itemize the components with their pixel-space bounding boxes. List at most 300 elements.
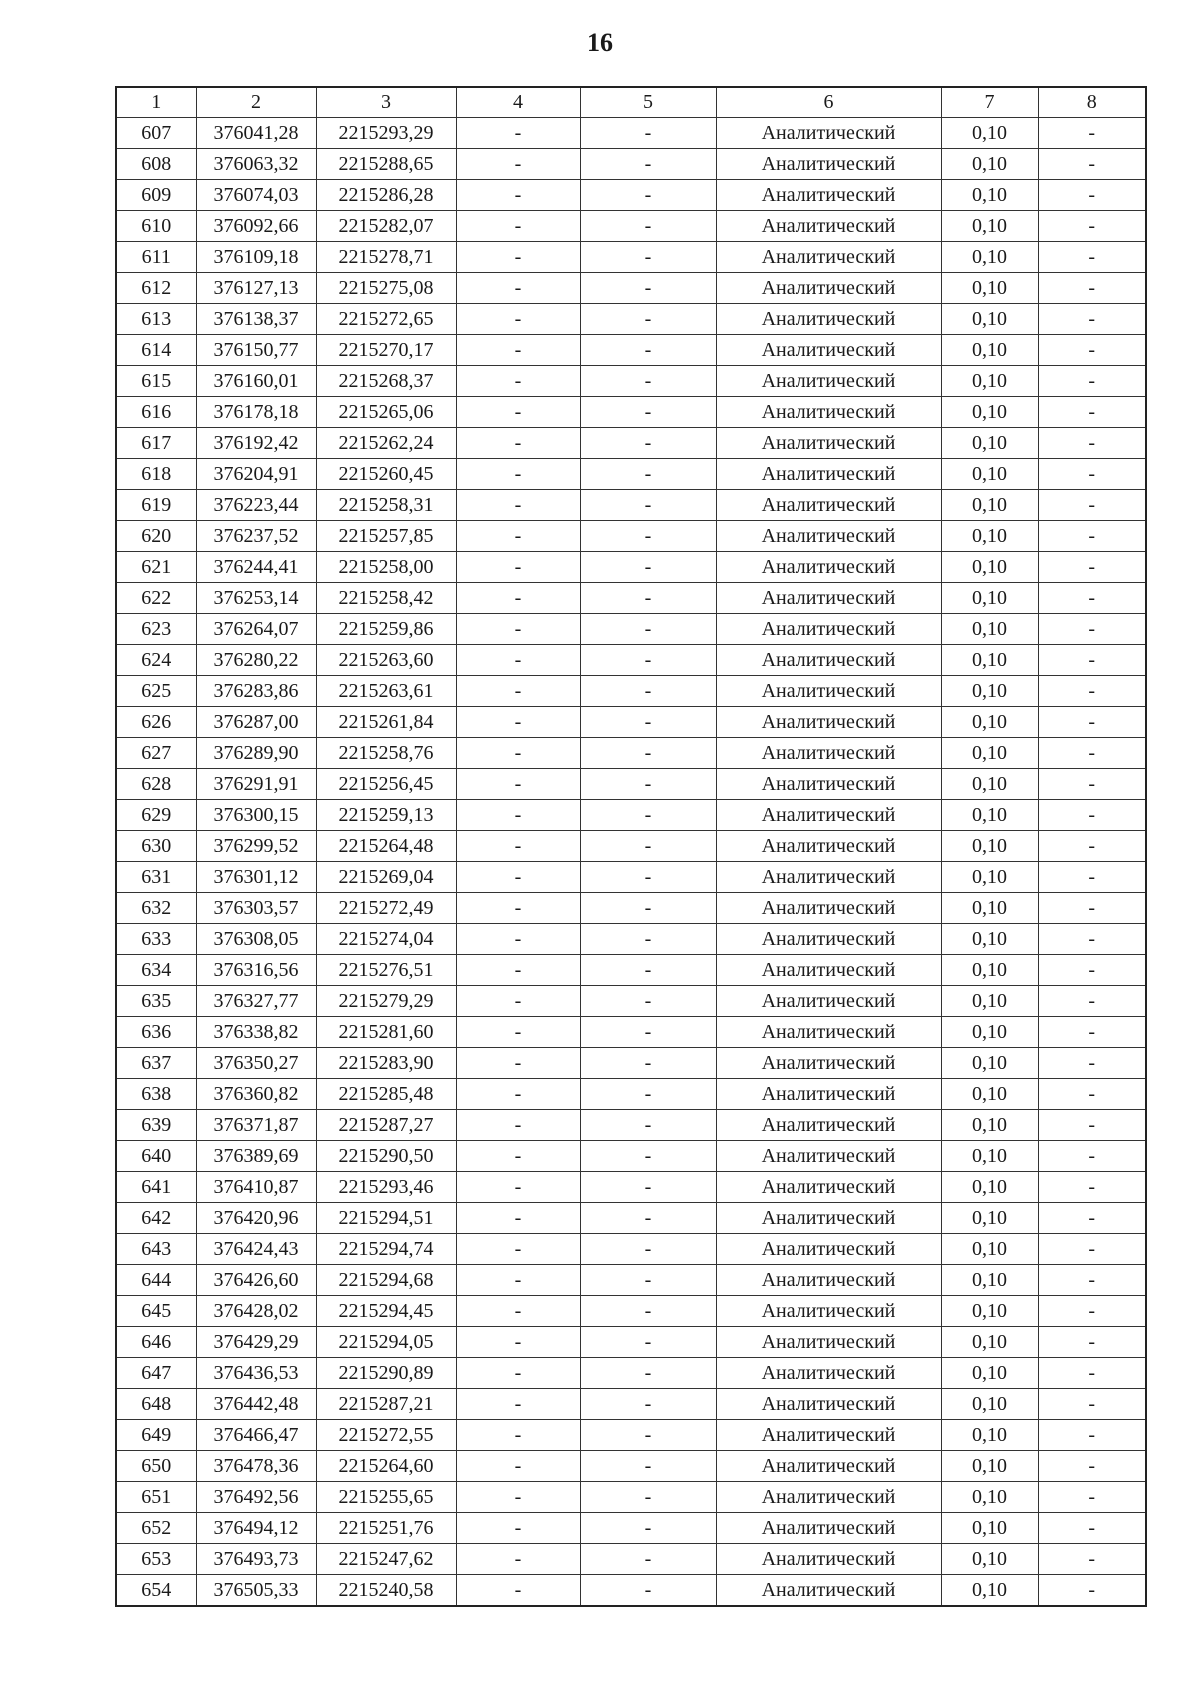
y-coordinate-cell: 2215281,60 [316,1017,456,1048]
y-coordinate-cell: 2215259,13 [316,800,456,831]
column-4-cell: - [456,614,580,645]
table-row [116,707,1146,738]
method-cell: Аналитический [716,366,941,397]
column-4-cell: - [456,1203,580,1234]
column-5-cell: - [580,1544,716,1575]
column-5-cell: - [580,924,716,955]
accuracy-cell: 0,10 [941,552,1038,583]
column-8-cell: - [1038,335,1146,366]
accuracy-cell: 0,10 [941,924,1038,955]
method-cell: Аналитический [716,1389,941,1420]
column-4-cell: - [456,242,580,273]
method-cell: Аналитический [716,583,941,614]
x-coordinate-cell: 376478,36 [196,1451,316,1482]
column-4-cell: - [456,1265,580,1296]
table-row [116,583,1146,614]
column-4-cell: - [456,1234,580,1265]
method-cell: Аналитический [716,1172,941,1203]
x-coordinate-cell: 376253,14 [196,583,316,614]
column-8-cell: - [1038,1172,1146,1203]
column-4-cell: - [456,893,580,924]
x-coordinate-cell: 376109,18 [196,242,316,273]
accuracy-cell: 0,10 [941,986,1038,1017]
point-number-cell: 637 [116,1048,196,1079]
method-cell: Аналитический [716,645,941,676]
column-8-cell: - [1038,645,1146,676]
column-8-cell: - [1038,614,1146,645]
method-cell: Аналитический [716,831,941,862]
x-coordinate-cell: 376303,57 [196,893,316,924]
column-8-cell: - [1038,1234,1146,1265]
table-row [116,893,1146,924]
column-8-cell: - [1038,1327,1146,1358]
method-cell: Аналитический [716,986,941,1017]
column-4-cell: - [456,428,580,459]
method-cell: Аналитический [716,924,941,955]
y-coordinate-cell: 2215275,08 [316,273,456,304]
table-row [116,304,1146,335]
column-8-cell: - [1038,1141,1146,1172]
point-number-cell: 635 [116,986,196,1017]
column-5-cell: - [580,1575,716,1607]
column-8-cell: - [1038,397,1146,428]
y-coordinate-cell: 2215294,51 [316,1203,456,1234]
method-cell: Аналитический [716,1482,941,1513]
point-number-cell: 641 [116,1172,196,1203]
y-coordinate-cell: 2215287,21 [316,1389,456,1420]
y-coordinate-cell: 2215294,05 [316,1327,456,1358]
column-8-cell: - [1038,1482,1146,1513]
accuracy-cell: 0,10 [941,862,1038,893]
method-cell: Аналитический [716,676,941,707]
column-header-3: 3 [316,87,456,118]
accuracy-cell: 0,10 [941,1575,1038,1607]
coordinates-table [115,86,1147,1607]
y-coordinate-cell: 2215293,29 [316,118,456,149]
point-number-cell: 648 [116,1389,196,1420]
x-coordinate-cell: 376138,37 [196,304,316,335]
column-5-cell: - [580,490,716,521]
method-cell: Аналитический [716,118,941,149]
method-cell: Аналитический [716,1141,941,1172]
accuracy-cell: 0,10 [941,1141,1038,1172]
column-5-cell: - [580,1079,716,1110]
table-row [116,955,1146,986]
accuracy-cell: 0,10 [941,1203,1038,1234]
y-coordinate-cell: 2215263,61 [316,676,456,707]
column-5-cell: - [580,1110,716,1141]
accuracy-cell: 0,10 [941,800,1038,831]
column-8-cell: - [1038,1575,1146,1607]
x-coordinate-cell: 376127,13 [196,273,316,304]
accuracy-cell: 0,10 [941,1079,1038,1110]
x-coordinate-cell: 376429,29 [196,1327,316,1358]
column-5-cell: - [580,521,716,552]
table-row [116,1482,1146,1513]
x-coordinate-cell: 376420,96 [196,1203,316,1234]
table-row [116,242,1146,273]
accuracy-cell: 0,10 [941,180,1038,211]
y-coordinate-cell: 2215264,60 [316,1451,456,1482]
y-coordinate-cell: 2215265,06 [316,397,456,428]
x-coordinate-cell: 376244,41 [196,552,316,583]
accuracy-cell: 0,10 [941,1017,1038,1048]
method-cell: Аналитический [716,1079,941,1110]
x-coordinate-cell: 376466,47 [196,1420,316,1451]
method-cell: Аналитический [716,490,941,521]
column-8-cell: - [1038,149,1146,180]
method-cell: Аналитический [716,552,941,583]
method-cell: Аналитический [716,800,941,831]
point-number-cell: 640 [116,1141,196,1172]
table-row [116,1172,1146,1203]
method-cell: Аналитический [716,893,941,924]
method-cell: Аналитический [716,1048,941,1079]
y-coordinate-cell: 2215264,48 [316,831,456,862]
table-row [116,1234,1146,1265]
x-coordinate-cell: 376287,00 [196,707,316,738]
method-cell: Аналитический [716,1110,941,1141]
point-number-cell: 615 [116,366,196,397]
y-coordinate-cell: 2215251,76 [316,1513,456,1544]
column-8-cell: - [1038,800,1146,831]
column-8-cell: - [1038,552,1146,583]
column-5-cell: - [580,614,716,645]
column-4-cell: - [456,676,580,707]
column-4-cell: - [456,862,580,893]
column-8-cell: - [1038,1451,1146,1482]
column-4-cell: - [456,769,580,800]
column-8-cell: - [1038,118,1146,149]
method-cell: Аналитический [716,1327,941,1358]
accuracy-cell: 0,10 [941,335,1038,366]
method-cell: Аналитический [716,149,941,180]
x-coordinate-cell: 376264,07 [196,614,316,645]
column-8-cell: - [1038,521,1146,552]
y-coordinate-cell: 2215279,29 [316,986,456,1017]
table-row [116,1358,1146,1389]
column-4-cell: - [456,1017,580,1048]
column-5-cell: - [580,707,716,738]
column-4-cell: - [456,118,580,149]
page-number: 16 [587,28,613,57]
column-5-cell: - [580,800,716,831]
x-coordinate-cell: 376283,86 [196,676,316,707]
accuracy-cell: 0,10 [941,211,1038,242]
accuracy-cell: 0,10 [941,738,1038,769]
column-8-cell: - [1038,738,1146,769]
x-coordinate-cell: 376442,48 [196,1389,316,1420]
column-8-cell: - [1038,1544,1146,1575]
point-number-cell: 628 [116,769,196,800]
column-8-cell: - [1038,1296,1146,1327]
y-coordinate-cell: 2215247,62 [316,1544,456,1575]
accuracy-cell: 0,10 [941,1513,1038,1544]
point-number-cell: 632 [116,893,196,924]
column-4-cell: - [456,1389,580,1420]
y-coordinate-cell: 2215255,65 [316,1482,456,1513]
table-row [116,428,1146,459]
column-5-cell: - [580,1513,716,1544]
accuracy-cell: 0,10 [941,459,1038,490]
column-8-cell: - [1038,180,1146,211]
column-4-cell: - [456,273,580,304]
y-coordinate-cell: 2215262,24 [316,428,456,459]
column-4-cell: - [456,1420,580,1451]
table-row [116,1327,1146,1358]
point-number-cell: 609 [116,180,196,211]
point-number-cell: 653 [116,1544,196,1575]
column-4-cell: - [456,335,580,366]
column-8-cell: - [1038,924,1146,955]
point-number-cell: 622 [116,583,196,614]
point-number-cell: 629 [116,800,196,831]
column-5-cell: - [580,1017,716,1048]
table-row [116,335,1146,366]
x-coordinate-cell: 376316,56 [196,955,316,986]
column-5-cell: - [580,397,716,428]
table-row [116,552,1146,583]
point-number-cell: 627 [116,738,196,769]
column-4-cell: - [456,986,580,1017]
method-cell: Аналитический [716,769,941,800]
point-number-cell: 612 [116,273,196,304]
y-coordinate-cell: 2215293,46 [316,1172,456,1203]
y-coordinate-cell: 2215256,45 [316,769,456,800]
column-8-cell: - [1038,242,1146,273]
x-coordinate-cell: 376426,60 [196,1265,316,1296]
table-row [116,211,1146,242]
x-coordinate-cell: 376300,15 [196,800,316,831]
table-row [116,1265,1146,1296]
point-number-cell: 638 [116,1079,196,1110]
table-row [116,1389,1146,1420]
column-8-cell: - [1038,1420,1146,1451]
column-header-1: 1 [116,87,196,118]
table-header [116,87,1146,118]
y-coordinate-cell: 2215274,04 [316,924,456,955]
table-row [116,490,1146,521]
accuracy-cell: 0,10 [941,707,1038,738]
accuracy-cell: 0,10 [941,304,1038,335]
x-coordinate-cell: 376338,82 [196,1017,316,1048]
column-5-cell: - [580,769,716,800]
column-8-cell: - [1038,1079,1146,1110]
column-4-cell: - [456,149,580,180]
column-4-cell: - [456,1544,580,1575]
y-coordinate-cell: 2215261,84 [316,707,456,738]
accuracy-cell: 0,10 [941,1451,1038,1482]
method-cell: Аналитический [716,707,941,738]
y-coordinate-cell: 2215283,90 [316,1048,456,1079]
column-header-2: 2 [196,87,316,118]
accuracy-cell: 0,10 [941,1482,1038,1513]
header-row [116,87,1146,118]
point-number-cell: 639 [116,1110,196,1141]
column-8-cell: - [1038,1048,1146,1079]
column-4-cell: - [456,1141,580,1172]
column-5-cell: - [580,862,716,893]
accuracy-cell: 0,10 [941,1544,1038,1575]
y-coordinate-cell: 2215282,07 [316,211,456,242]
y-coordinate-cell: 2215286,28 [316,180,456,211]
column-header-4: 4 [456,87,580,118]
y-coordinate-cell: 2215260,45 [316,459,456,490]
point-number-cell: 654 [116,1575,196,1607]
column-4-cell: - [456,645,580,676]
method-cell: Аналитический [716,397,941,428]
method-cell: Аналитический [716,335,941,366]
column-4-cell: - [456,211,580,242]
column-4-cell: - [456,1110,580,1141]
column-8-cell: - [1038,955,1146,986]
column-4-cell: - [456,800,580,831]
method-cell: Аналитический [716,1575,941,1607]
y-coordinate-cell: 2215290,50 [316,1141,456,1172]
column-5-cell: - [580,459,716,490]
x-coordinate-cell: 376160,01 [196,366,316,397]
accuracy-cell: 0,10 [941,769,1038,800]
method-cell: Аналитический [716,428,941,459]
point-number-cell: 613 [116,304,196,335]
point-number-cell: 647 [116,1358,196,1389]
column-4-cell: - [456,583,580,614]
point-number-cell: 652 [116,1513,196,1544]
column-4-cell: - [456,1172,580,1203]
point-number-cell: 651 [116,1482,196,1513]
method-cell: Аналитический [716,1513,941,1544]
column-8-cell: - [1038,707,1146,738]
column-5-cell: - [580,118,716,149]
point-number-cell: 646 [116,1327,196,1358]
x-coordinate-cell: 376074,03 [196,180,316,211]
accuracy-cell: 0,10 [941,1048,1038,1079]
accuracy-cell: 0,10 [941,893,1038,924]
accuracy-cell: 0,10 [941,1358,1038,1389]
y-coordinate-cell: 2215294,74 [316,1234,456,1265]
column-header-6: 6 [716,87,941,118]
table-row [116,924,1146,955]
column-8-cell: - [1038,583,1146,614]
y-coordinate-cell: 2215276,51 [316,955,456,986]
column-4-cell: - [456,459,580,490]
accuracy-cell: 0,10 [941,1296,1038,1327]
table-row [116,118,1146,149]
column-5-cell: - [580,428,716,459]
x-coordinate-cell: 376237,52 [196,521,316,552]
x-coordinate-cell: 376063,32 [196,149,316,180]
point-number-cell: 618 [116,459,196,490]
table-row [116,986,1146,1017]
column-4-cell: - [456,490,580,521]
x-coordinate-cell: 376192,42 [196,428,316,459]
column-4-cell: - [456,180,580,211]
y-coordinate-cell: 2215258,00 [316,552,456,583]
accuracy-cell: 0,10 [941,397,1038,428]
table-row [116,1575,1146,1607]
point-number-cell: 611 [116,242,196,273]
table-row [116,366,1146,397]
column-4-cell: - [456,1482,580,1513]
accuracy-cell: 0,10 [941,1234,1038,1265]
table-row [116,1203,1146,1234]
x-coordinate-cell: 376041,28 [196,118,316,149]
x-coordinate-cell: 376436,53 [196,1358,316,1389]
column-8-cell: - [1038,273,1146,304]
point-number-cell: 643 [116,1234,196,1265]
method-cell: Аналитический [716,1296,941,1327]
y-coordinate-cell: 2215259,86 [316,614,456,645]
point-number-cell: 626 [116,707,196,738]
method-cell: Аналитический [716,614,941,645]
x-coordinate-cell: 376360,82 [196,1079,316,1110]
y-coordinate-cell: 2215270,17 [316,335,456,366]
table-row [116,1451,1146,1482]
method-cell: Аналитический [716,242,941,273]
accuracy-cell: 0,10 [941,1389,1038,1420]
accuracy-cell: 0,10 [941,583,1038,614]
x-coordinate-cell: 376289,90 [196,738,316,769]
point-number-cell: 642 [116,1203,196,1234]
method-cell: Аналитический [716,211,941,242]
table-row [116,831,1146,862]
table-row [116,1513,1146,1544]
x-coordinate-cell: 376327,77 [196,986,316,1017]
column-8-cell: - [1038,1203,1146,1234]
column-5-cell: - [580,583,716,614]
point-number-cell: 608 [116,149,196,180]
accuracy-cell: 0,10 [941,955,1038,986]
y-coordinate-cell: 2215272,55 [316,1420,456,1451]
point-number-cell: 616 [116,397,196,428]
y-coordinate-cell: 2215272,49 [316,893,456,924]
x-coordinate-cell: 376204,91 [196,459,316,490]
accuracy-cell: 0,10 [941,242,1038,273]
column-5-cell: - [580,1048,716,1079]
table-row [116,1017,1146,1048]
table-row [116,1110,1146,1141]
x-coordinate-cell: 376492,56 [196,1482,316,1513]
point-number-cell: 619 [116,490,196,521]
point-number-cell: 645 [116,1296,196,1327]
column-4-cell: - [456,397,580,428]
table-row [116,769,1146,800]
column-4-cell: - [456,955,580,986]
accuracy-cell: 0,10 [941,521,1038,552]
table-row [116,738,1146,769]
column-8-cell: - [1038,1513,1146,1544]
method-cell: Аналитический [716,1017,941,1048]
column-5-cell: - [580,1389,716,1420]
y-coordinate-cell: 2215258,42 [316,583,456,614]
column-8-cell: - [1038,1017,1146,1048]
y-coordinate-cell: 2215290,89 [316,1358,456,1389]
accuracy-cell: 0,10 [941,1420,1038,1451]
column-8-cell: - [1038,366,1146,397]
column-5-cell: - [580,180,716,211]
column-8-cell: - [1038,893,1146,924]
table-row [116,1296,1146,1327]
table-row [116,1544,1146,1575]
accuracy-cell: 0,10 [941,490,1038,521]
y-coordinate-cell: 2215263,60 [316,645,456,676]
column-4-cell: - [456,707,580,738]
table-row [116,800,1146,831]
table-row [116,180,1146,211]
column-8-cell: - [1038,676,1146,707]
x-coordinate-cell: 376505,33 [196,1575,316,1607]
column-5-cell: - [580,831,716,862]
